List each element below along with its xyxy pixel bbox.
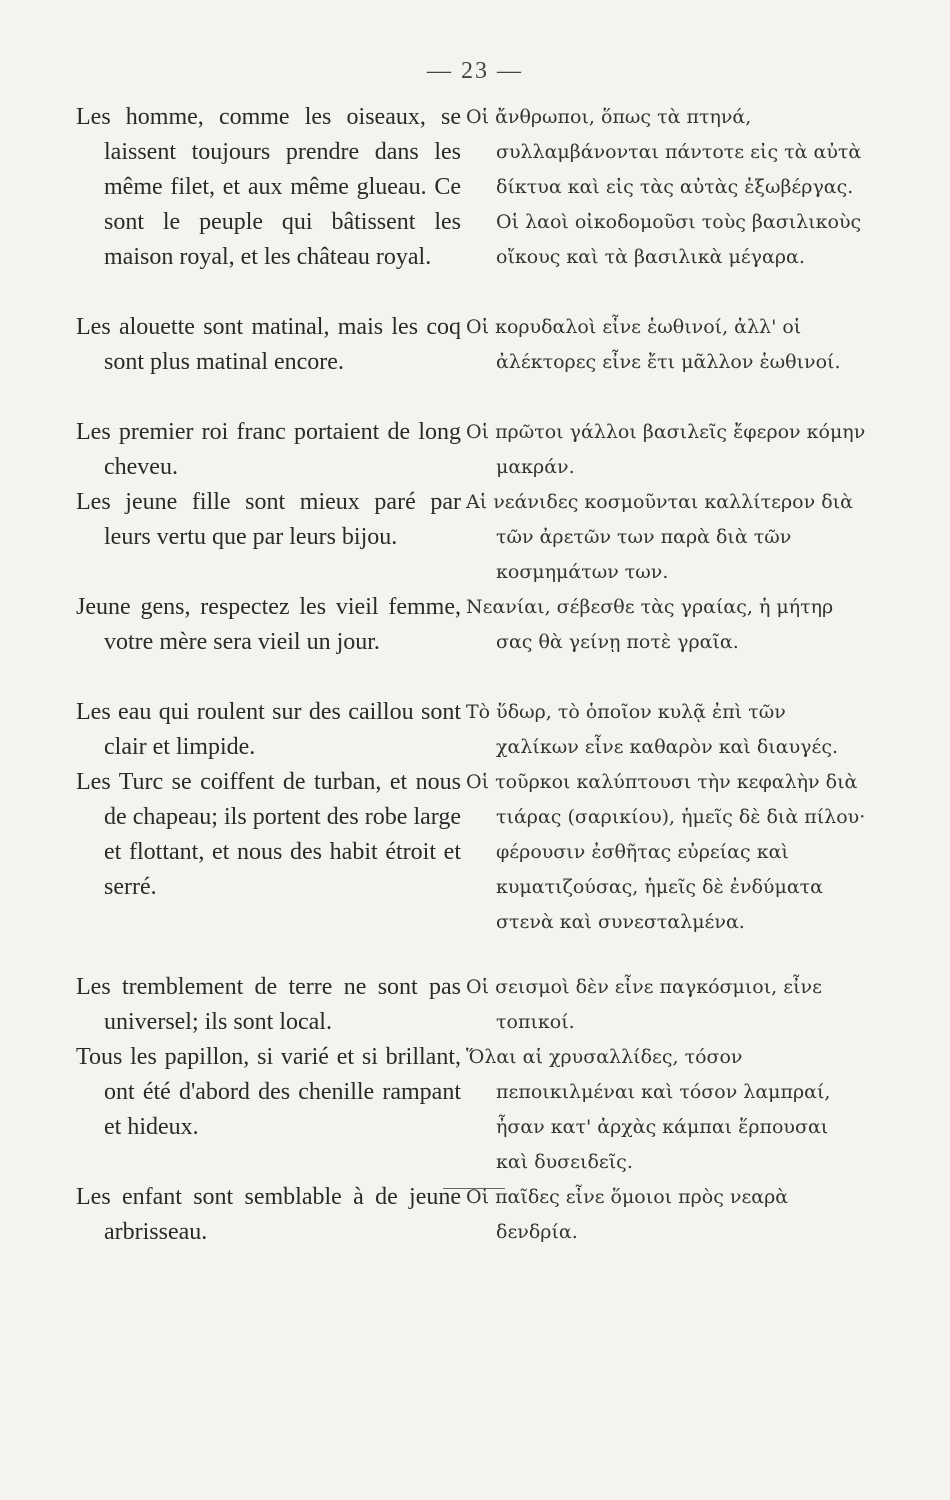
french-text: Tous les papillon, si varié et si brillant, ont été d'abord des chenille rampant et hideux. xyxy=(76,1044,461,1140)
french-sentence xyxy=(76,765,461,905)
greek-text: Αἱ νεάνιδες κοσμοῦνται καλλίτερον διὰ τῶν ἀρετῶν των παρὰ διὰ τῶν κοσμημάτων των. xyxy=(466,491,853,583)
french-sentence xyxy=(76,485,461,555)
french-text: Les jeune fille sont mieux paré par leurs vertu que par leurs bijou. xyxy=(76,489,461,550)
greek-text: Οἱ ἄνθρωποι, ὅπως τὰ πτηνά, συλλαμβάνονται πάντοτε εἰς τὰ αὐτὰ δίκτυα καὶ εἰς τὰς αὐτὰς ἐξωβέργας. Οἱ λαοὶ οἰκοδομοῦσι τοὺς βασιλικοὺς οἴκους καὶ τὰ βασιλικὰ μέγαρα. xyxy=(466,106,862,268)
greek-text: Ὅλαι αἱ χρυσαλλίδες, τόσον πεποικιλμέναι καὶ τόσον λαμπραί, ἦσαν κατ' ἀρχὰς κάμπαι ἕρπουσαι καὶ δυσειδεῖς. xyxy=(466,1046,831,1173)
french-sentence xyxy=(76,1180,461,1250)
greek-translation xyxy=(466,310,866,380)
french-text: Les Turc se coiffent de turban, et nous de chapeau; ils portent des robe large et flottant, et nous des habit étroit et serré. xyxy=(76,769,461,900)
french-text: Les alouette sont matinal, mais les coq sont plus matinal encore. xyxy=(76,314,461,375)
page-number: — 23 — xyxy=(427,58,523,84)
french-sentence xyxy=(76,695,461,765)
greek-text: Οἱ τοῦρκοι καλύπτουσι τὴν κεφαλὴν διὰ τιάρας (σαρικίου), ἡμεῖς δὲ διὰ πίλου· φέρουσιν ἐσθῆτας εὐρείας καὶ κυματιζούσας, ἡμεῖς δὲ ἐνδύματα στενὰ καὶ συνεσταλμένα. xyxy=(466,771,866,933)
greek-translation xyxy=(466,590,866,660)
greek-text: Νεανίαι, σέβεσθε τὰς γραίας, ἡ μήτηρ σας θὰ γείνῃ ποτὲ γραῖα. xyxy=(466,596,834,653)
greek-translation xyxy=(466,765,866,940)
greek-text: Τὸ ὕδωρ, τὸ ὁποῖον κυλᾷ ἐπὶ τῶν χαλίκων εἶνε καθαρὸν καὶ διαυγές. xyxy=(466,701,839,758)
french-text: Les enfant sont semblable à de jeune arbrisseau. xyxy=(76,1184,461,1245)
greek-translation xyxy=(466,695,866,765)
greek-translation xyxy=(466,970,866,1040)
french-text: Les eau qui roulent sur des caillou sont clair et limpide. xyxy=(76,699,461,760)
french-text: Jeune gens, respectez les vieil femme, votre mère sera vieil un jour. xyxy=(76,594,461,655)
greek-text: Οἱ παῖδες εἶνε ὅμοιοι πρὸς νεαρὰ δενδρία. xyxy=(466,1186,789,1243)
greek-translation xyxy=(466,1040,866,1180)
french-text: Les homme, comme les oiseaux, se laissent toujours prendre dans les même filet, et aux même glueau. Ce sont le peuple qui bâtissent les maison royal, et les château royal. xyxy=(76,104,461,270)
greek-translation xyxy=(466,1180,866,1250)
french-sentence xyxy=(76,1040,461,1145)
greek-translation xyxy=(466,485,866,590)
greek-text: Οἱ πρῶτοι γάλλοι βασιλεῖς ἔφερον κόμην μακράν. xyxy=(466,421,866,478)
french-text: Les tremblement de terre ne sont pas universel; ils sont local. xyxy=(76,974,461,1035)
greek-translation xyxy=(466,415,866,485)
end-rule-divider xyxy=(443,1188,505,1189)
greek-translation xyxy=(466,100,866,275)
greek-text: Οἱ κορυδαλοὶ εἶνε ἑωθινοί, ἀλλ' οἱ ἀλέκτορες εἶνε ἔτι μᾶλλον ἑωθινοί. xyxy=(466,316,841,373)
greek-text: Οἱ σεισμοὶ δὲν εἶνε παγκόσμιοι, εἶνε τοπικοί. xyxy=(466,976,822,1033)
french-text: Les premier roi franc portaient de long cheveu. xyxy=(76,419,461,480)
french-sentence xyxy=(76,970,461,1040)
french-sentence xyxy=(76,590,461,660)
french-sentence xyxy=(76,415,461,485)
french-sentence xyxy=(76,310,461,380)
french-sentence xyxy=(76,100,461,275)
